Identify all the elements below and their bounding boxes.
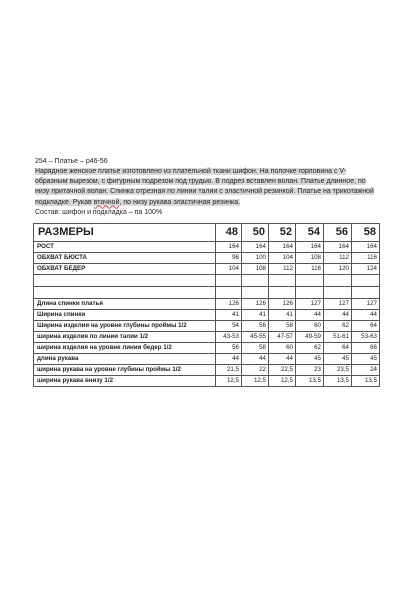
row-value bbox=[324, 275, 352, 287]
row-value: 116 bbox=[296, 264, 324, 275]
row-value: 100 bbox=[242, 253, 269, 264]
row-value: 44 bbox=[216, 354, 242, 365]
size-header-52: 52 bbox=[269, 224, 296, 242]
row-value bbox=[296, 287, 324, 299]
row-label: Ширина изделия на уровне глубины проймы 1/2 bbox=[34, 321, 216, 332]
row-value: 44 bbox=[296, 310, 324, 321]
row-value: 164 bbox=[352, 242, 380, 253]
row-value: 41 bbox=[216, 310, 242, 321]
row-label: ОБХВАТ БЕДЕР bbox=[34, 264, 216, 275]
row-value: 164 bbox=[324, 242, 352, 253]
row-value: 56 bbox=[242, 321, 269, 332]
row-value: 45 bbox=[352, 354, 380, 365]
sizes-header-label: РАЗМЕРЫ bbox=[34, 224, 216, 242]
row-value: 54 bbox=[216, 321, 242, 332]
row-value: 62 bbox=[296, 343, 324, 354]
row-value: 112 bbox=[324, 253, 352, 264]
row-value: 64 bbox=[352, 321, 380, 332]
row-label: Длина спинки платья bbox=[34, 299, 216, 310]
row-value: 112 bbox=[269, 264, 296, 275]
row-value bbox=[216, 287, 242, 299]
row-label: Ширина спинки bbox=[34, 310, 216, 321]
row-value: 13,5 bbox=[352, 376, 380, 387]
description-text-part1: Нарядное женское платье изготовлено из плательной ткани шифон. На полочке горловина с V-образным вырезом, с фигурным подрезом под грудью. В подрез вставлен волан. Платье длинное, по низу притачной волан. Спинка отрезная по линии талии с эластичной резинкой. Платье на трикотажной подкладке. Рукав bbox=[35, 168, 374, 206]
row-value: 127 bbox=[352, 299, 380, 310]
table-row bbox=[34, 287, 380, 299]
row-value: 164 bbox=[242, 242, 269, 253]
row-value: 56 bbox=[216, 343, 242, 354]
row-value: 51-61 bbox=[324, 332, 352, 343]
table-row bbox=[34, 376, 380, 387]
table-row bbox=[34, 343, 380, 354]
row-value: 64 bbox=[324, 343, 352, 354]
row-value: 47-57 bbox=[269, 332, 296, 343]
row-value: 58 bbox=[242, 343, 269, 354]
table-row bbox=[34, 332, 380, 343]
row-value bbox=[216, 275, 242, 287]
row-value: 45 bbox=[296, 354, 324, 365]
table-row bbox=[34, 253, 380, 264]
row-value: 41 bbox=[269, 310, 296, 321]
row-value: 60 bbox=[269, 343, 296, 354]
row-value: 24 bbox=[352, 365, 380, 376]
row-value bbox=[352, 275, 380, 287]
row-value: 126 bbox=[269, 299, 296, 310]
size-table bbox=[33, 223, 380, 387]
row-value: 45-55 bbox=[242, 332, 269, 343]
row-value: 126 bbox=[242, 299, 269, 310]
composition-text: Состав: шифон и подкладка – па 100% bbox=[35, 209, 163, 216]
table-row bbox=[34, 275, 380, 287]
row-value bbox=[269, 287, 296, 299]
row-value: 62 bbox=[324, 321, 352, 332]
row-value: 12,5 bbox=[216, 376, 242, 387]
row-value: 124 bbox=[352, 264, 380, 275]
row-value: 66 bbox=[352, 343, 380, 354]
row-label: ширина рукава внизу 1/2 bbox=[34, 376, 216, 387]
row-value bbox=[352, 287, 380, 299]
row-label: ширина изделия на уровне линии бедер 1/2 bbox=[34, 343, 216, 354]
size-header-row bbox=[34, 224, 380, 242]
table-row bbox=[34, 365, 380, 376]
row-value: 108 bbox=[242, 264, 269, 275]
row-value: 116 bbox=[352, 253, 380, 264]
row-value: 22 bbox=[242, 365, 269, 376]
table-row bbox=[34, 242, 380, 253]
row-value: 127 bbox=[296, 299, 324, 310]
row-label: РОСТ bbox=[34, 242, 216, 253]
row-label: ширина изделия по линии талии 1/2 bbox=[34, 332, 216, 343]
row-value: 108 bbox=[296, 253, 324, 264]
row-value bbox=[242, 287, 269, 299]
size-header-54: 54 bbox=[296, 224, 324, 242]
size-table-body bbox=[34, 242, 380, 387]
size-header-56: 56 bbox=[324, 224, 352, 242]
row-value: 22,5 bbox=[269, 365, 296, 376]
row-label bbox=[34, 275, 216, 287]
row-value bbox=[269, 275, 296, 287]
row-value: 96 bbox=[216, 253, 242, 264]
row-label: ОБХВАТ БЮСТА bbox=[34, 253, 216, 264]
row-value bbox=[242, 275, 269, 287]
product-heading: 254 – Платье – р46-56 bbox=[35, 158, 108, 165]
table-row bbox=[34, 321, 380, 332]
row-label bbox=[34, 287, 216, 299]
description-text-part2: , по низу рукава эластичная резинка. bbox=[119, 198, 241, 206]
row-value: 60 bbox=[296, 321, 324, 332]
row-value: 127 bbox=[324, 299, 352, 310]
table-row bbox=[34, 310, 380, 321]
row-value: 44 bbox=[242, 354, 269, 365]
row-value: 45 bbox=[324, 354, 352, 365]
row-value bbox=[324, 287, 352, 299]
table-row bbox=[34, 299, 380, 310]
row-value: 120 bbox=[324, 264, 352, 275]
table-row bbox=[34, 354, 380, 365]
row-value: 49-59 bbox=[296, 332, 324, 343]
row-value: 43-53 bbox=[216, 332, 242, 343]
row-value: 126 bbox=[216, 299, 242, 310]
row-value: 41 bbox=[242, 310, 269, 321]
row-value: 21,5 bbox=[216, 365, 242, 376]
row-value: 58 bbox=[269, 321, 296, 332]
row-value: 44 bbox=[324, 310, 352, 321]
row-value: 44 bbox=[352, 310, 380, 321]
row-label: ширина рукава на уровне глубины проймы 1/2 bbox=[34, 365, 216, 376]
row-value: 104 bbox=[269, 253, 296, 264]
row-label: длина рукава bbox=[34, 354, 216, 365]
size-header-48: 48 bbox=[216, 224, 242, 242]
description-text-underlined: втачной bbox=[93, 198, 120, 206]
row-value: 164 bbox=[216, 242, 242, 253]
row-value: 104 bbox=[216, 264, 242, 275]
row-value: 164 bbox=[269, 242, 296, 253]
row-value: 12,5 bbox=[269, 376, 296, 387]
row-value: 164 bbox=[296, 242, 324, 253]
row-value: 13,5 bbox=[296, 376, 324, 387]
row-value: 12,5 bbox=[242, 376, 269, 387]
row-value: 44 bbox=[269, 354, 296, 365]
size-header-50: 50 bbox=[242, 224, 269, 242]
row-value: 53-63 bbox=[352, 332, 380, 343]
row-value: 13,5 bbox=[324, 376, 352, 387]
row-value bbox=[296, 275, 324, 287]
table-row bbox=[34, 264, 380, 275]
product-description bbox=[35, 167, 375, 208]
size-header-58: 58 bbox=[352, 224, 380, 242]
row-value: 23 bbox=[296, 365, 324, 376]
row-value: 23,5 bbox=[324, 365, 352, 376]
